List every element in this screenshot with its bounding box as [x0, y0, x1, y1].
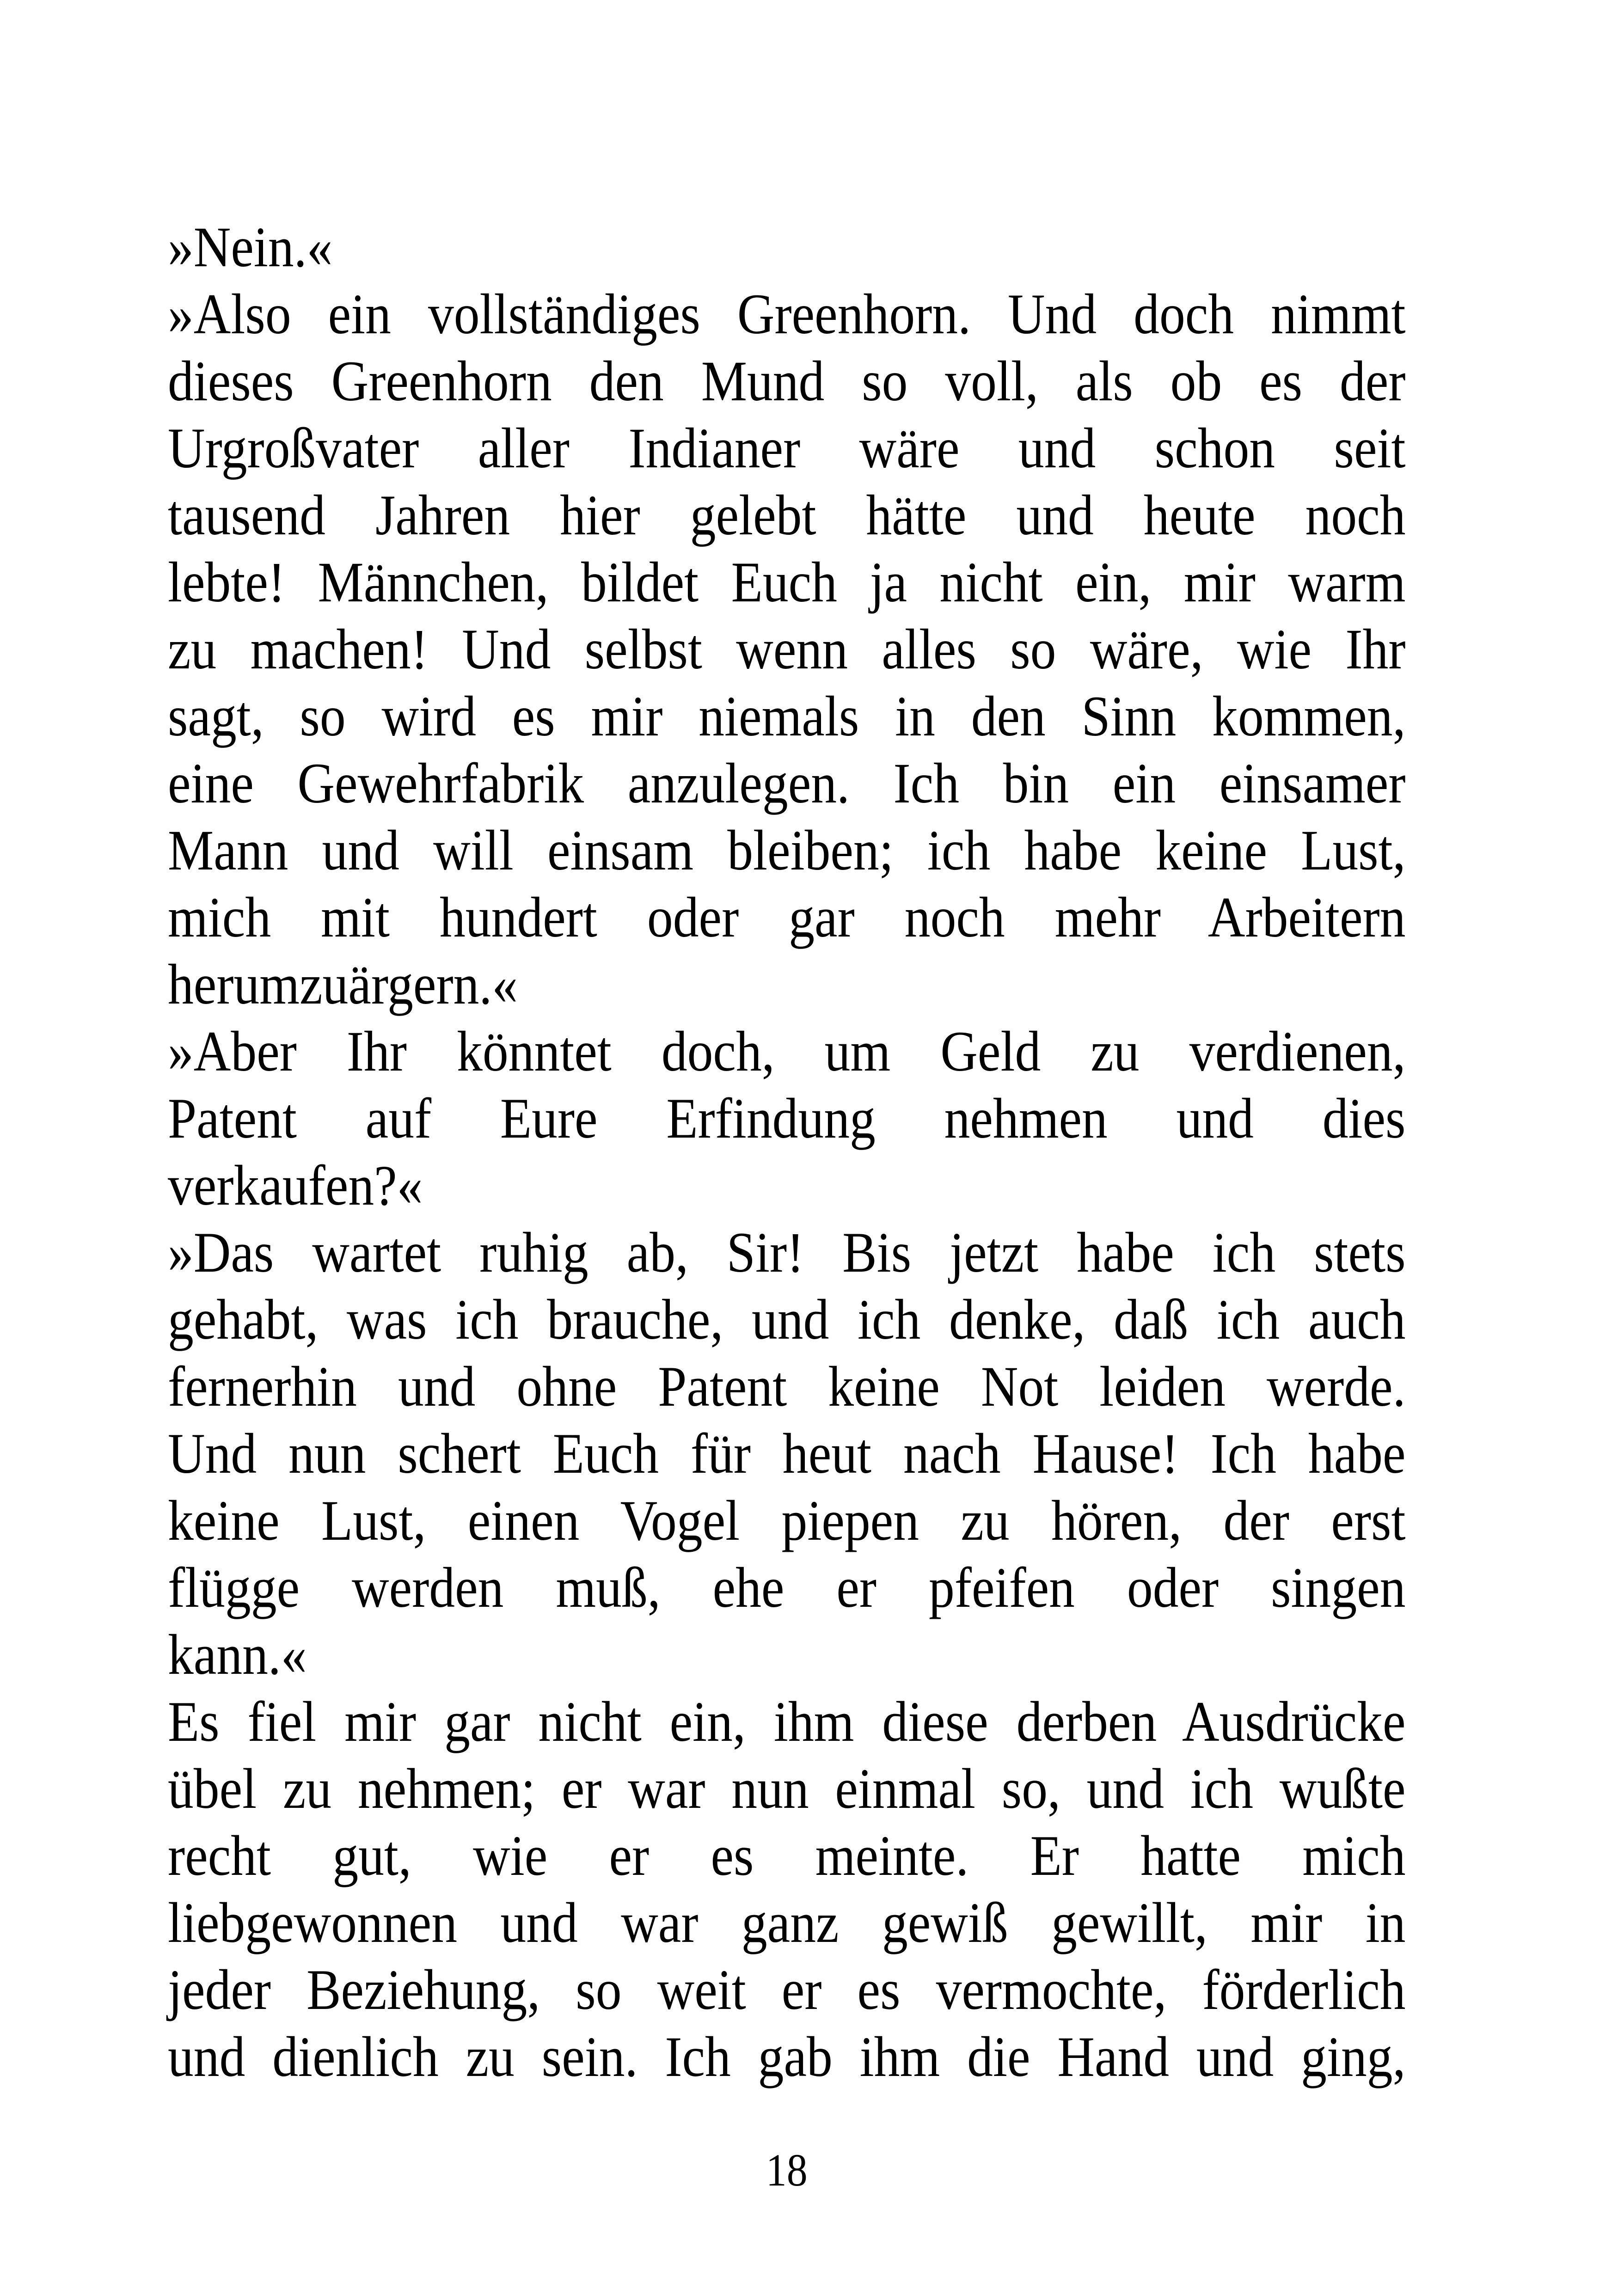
text-line: Urgroßvater aller Indianer wäre und schon seit: [168, 416, 1406, 480]
text-line: herumzuärgern.«: [168, 953, 518, 1016]
text-line: dieses Greenhorn den Mund so voll, als ob es der: [168, 349, 1406, 413]
text-line: »Das wartet ruhig ab, Sir! Bis jetzt habe ich stets: [168, 1221, 1406, 1284]
text-line: »Aber Ihr könntet doch, um Geld zu verdienen,: [168, 1020, 1406, 1083]
text-line: kann.«: [168, 1623, 307, 1686]
text-block: [168, 214, 1406, 2196]
text-line: eine Gewehrfabrik anzulegen. Ich bin ein einsamer: [168, 752, 1406, 815]
text-line: flügge werden muß, ehe er pfeifen oder singen: [168, 1556, 1406, 1619]
text-line: tausend Jahren hier gelebt hätte und heute noch: [168, 484, 1406, 547]
text-line: übel zu nehmen; er war nun einmal so, und ich wußte: [168, 1757, 1406, 1820]
text-line: jeder Beziehung, so weit er es vermochte, förderlich: [168, 1958, 1406, 2021]
text-line: liebgewonnen und war ganz gewiß gewillt, mir in: [168, 1891, 1406, 1954]
paragraph: [168, 281, 1406, 1018]
text-line: Mann und will einsam bleiben; ich habe keine Lust,: [168, 819, 1406, 882]
text-line: verkaufen?«: [168, 1154, 423, 1217]
text-line: Und nun schert Euch für heut nach Hause! Ich habe: [168, 1422, 1406, 1485]
text-line: Es fiel mir gar nicht ein, ihm diese derben Ausdrücke: [168, 1690, 1406, 1753]
paragraph: [168, 1219, 1406, 1688]
text-line: »Nein.«: [168, 215, 333, 279]
text-line: keine Lust, einen Vogel piepen zu hören, der erst: [168, 1489, 1406, 1552]
text-line: sagt, so wird es mir niemals in den Sinn kommen,: [168, 685, 1406, 748]
text-line: zu machen! Und selbst wenn alles so wäre, wie Ihr: [168, 618, 1406, 681]
paragraph: [168, 1018, 1406, 1219]
page-number: 18: [766, 2144, 808, 2196]
text-line: mich mit hundert oder gar noch mehr Arbeitern: [168, 886, 1406, 949]
paragraph: [168, 1688, 1406, 2090]
text-line: lebte! Männchen, bildet Euch ja nicht ein, mir warm: [168, 551, 1406, 614]
paragraph: [168, 214, 1406, 281]
text-line: »Also ein vollständiges Greenhorn. Und doch nimmt: [168, 282, 1406, 346]
text-line: und dienlich zu sein. Ich gab ihm die Hand und ging,: [168, 2025, 1406, 2088]
text-line: gehabt, was ich brauche, und ich denke, daß ich auch: [168, 1288, 1406, 1351]
text-line: fernerhin und ohne Patent keine Not leiden werde.: [168, 1355, 1406, 1418]
text-line: recht gut, wie er es meinte. Er hatte mich: [168, 1824, 1406, 1887]
text-line: Patent auf Eure Erfindung nehmen und dies: [168, 1087, 1406, 1150]
